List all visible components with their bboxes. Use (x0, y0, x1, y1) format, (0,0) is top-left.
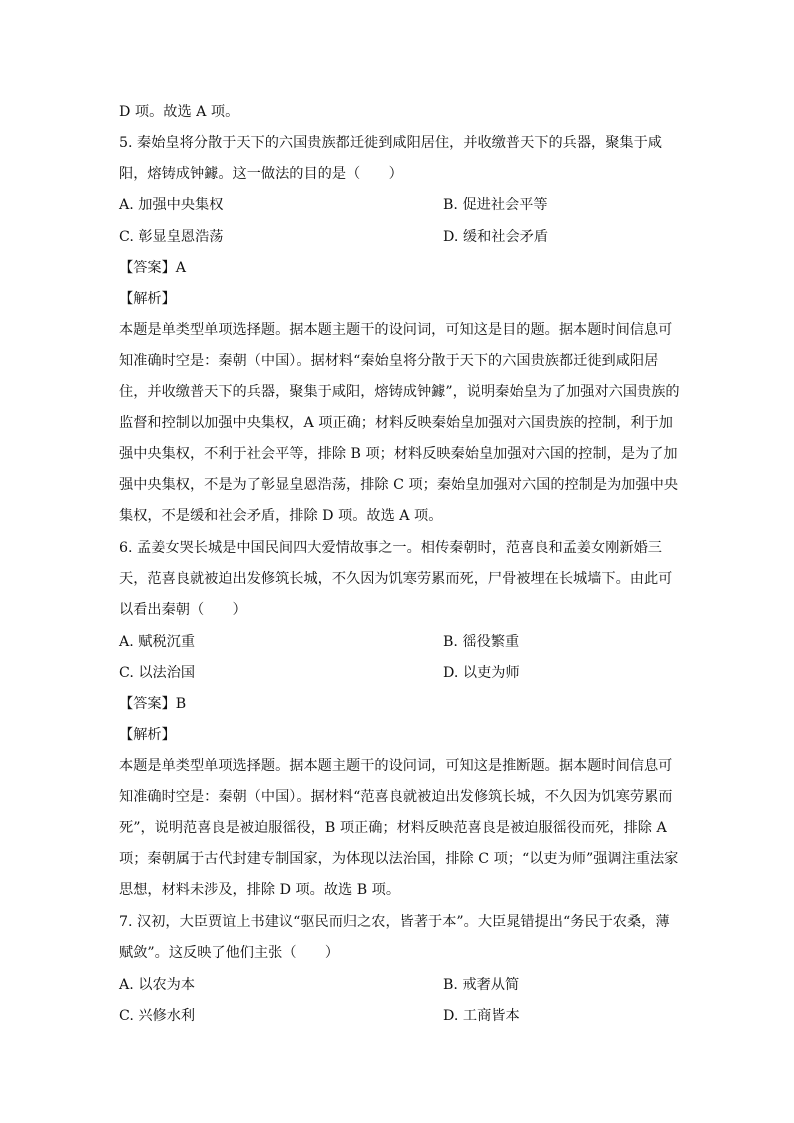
analysis-title: 【解析】 (119, 291, 176, 307)
question-stem-line: 阳，熔铸成钟鐻。这一做法的目的是（ ） (119, 166, 403, 182)
question-stem-line: 5. 秦始皇将分散于天下的六国贵族都迁徙到咸阳居住，并收缴普天下的兵器，聚集于咸 (119, 135, 662, 151)
option-d: D. 工商皆本 (443, 1008, 520, 1024)
analysis-line: 强中央集权，不利于社会平等，排除 B 项；材料反映秦始皇加强对六国的控制，是为了加 (119, 446, 678, 462)
analysis-line: 知准确时空是：秦朝（中国）。据材料“范喜良就被迫出发修筑长城，不久因为饥寒劳累而 (119, 789, 673, 805)
analysis-line: 本题是单类型单项选择题。据本题主题干的设问词，可知这是推断题。据本题时间信息可 (119, 758, 673, 774)
question-stem-line: 天，范喜良就被迫出发修筑长城，不久因为饥寒劳累而死，尸骨被埋在长城墙下。由此可 (119, 571, 673, 587)
question-stem-line: 赋敛”。这反映了他们主张（ ） (119, 945, 340, 961)
option-d: D. 以吏为师 (443, 665, 520, 681)
question-stem-line: 7. 汉初，大臣贾谊上书建议“驱民而归之农，皆著于本”。大臣晁错提出“务民于农桑，薄 (119, 914, 670, 930)
option-c: C. 以法治国 (119, 665, 196, 681)
option-c: C. 兴修水利 (119, 1008, 196, 1024)
analysis-line: 强中央集权，不是为了彰显皇恩浩荡，排除 C 项；秦始皇加强对六国的控制是为加强中央 (119, 477, 679, 493)
answer-label: 【答案】A (119, 260, 186, 276)
option-a: A. 加强中央集权 (119, 197, 224, 213)
option-b: B. 徭役繁重 (443, 634, 520, 650)
option-a: A. 赋税沉重 (119, 634, 196, 650)
prev-answer-tail: D 项。故选 A 项。 (119, 104, 240, 120)
question-stem-line: 以看出秦朝（ ） (119, 602, 247, 618)
analysis-line: 死”，说明范喜良是被迫服徭役，B 项正确；材料反映范喜良是被迫服徭役而死，排除 A (119, 820, 667, 836)
analysis-line: 集权，不是缓和社会矛盾，排除 D 项。故选 A 项。 (119, 508, 443, 524)
analysis-line: 住，并收缴普天下的兵器，聚集于咸阳，熔铸成钟鐻”，说明秦始皇为了加强对六国贵族的 (119, 384, 680, 400)
option-d: D. 缓和社会矛盾 (443, 229, 549, 245)
analysis-line: 监督和控制以加强中央集权，A 项正确；材料反映秦始皇加强对六国贵族的控制，利于加 (119, 415, 673, 431)
answer-label: 【答案】B (119, 696, 187, 712)
option-a: A. 以农为本 (119, 977, 196, 993)
option-c: C. 彰显皇恩浩荡 (119, 229, 224, 245)
analysis-title: 【解析】 (119, 727, 176, 743)
question-stem-line: 6. 孟姜女哭长城是中国民间四大爱情故事之一。相传秦朝时，范喜良和孟姜女刚新婚三 (119, 540, 662, 556)
analysis-line: 项；秦朝属于古代封建专制国家，为体现以法治国，排除 C 项；“以吏为师”强调注重法家 (119, 851, 679, 867)
option-b: B. 戒奢从简 (443, 977, 520, 993)
analysis-line: 知准确时空是：秦朝（中国）。据材料“秦始皇将分散于天下的六国贵族都迁徙到咸阳居 (119, 353, 659, 369)
option-b: B. 促进社会平等 (443, 197, 548, 213)
analysis-line: 思想，材料未涉及，排除 D 项。故选 B 项。 (119, 882, 401, 898)
analysis-line: 本题是单类型单项选择题。据本题主题干的设问词，可知这是目的题。据本题时间信息可 (119, 322, 673, 338)
